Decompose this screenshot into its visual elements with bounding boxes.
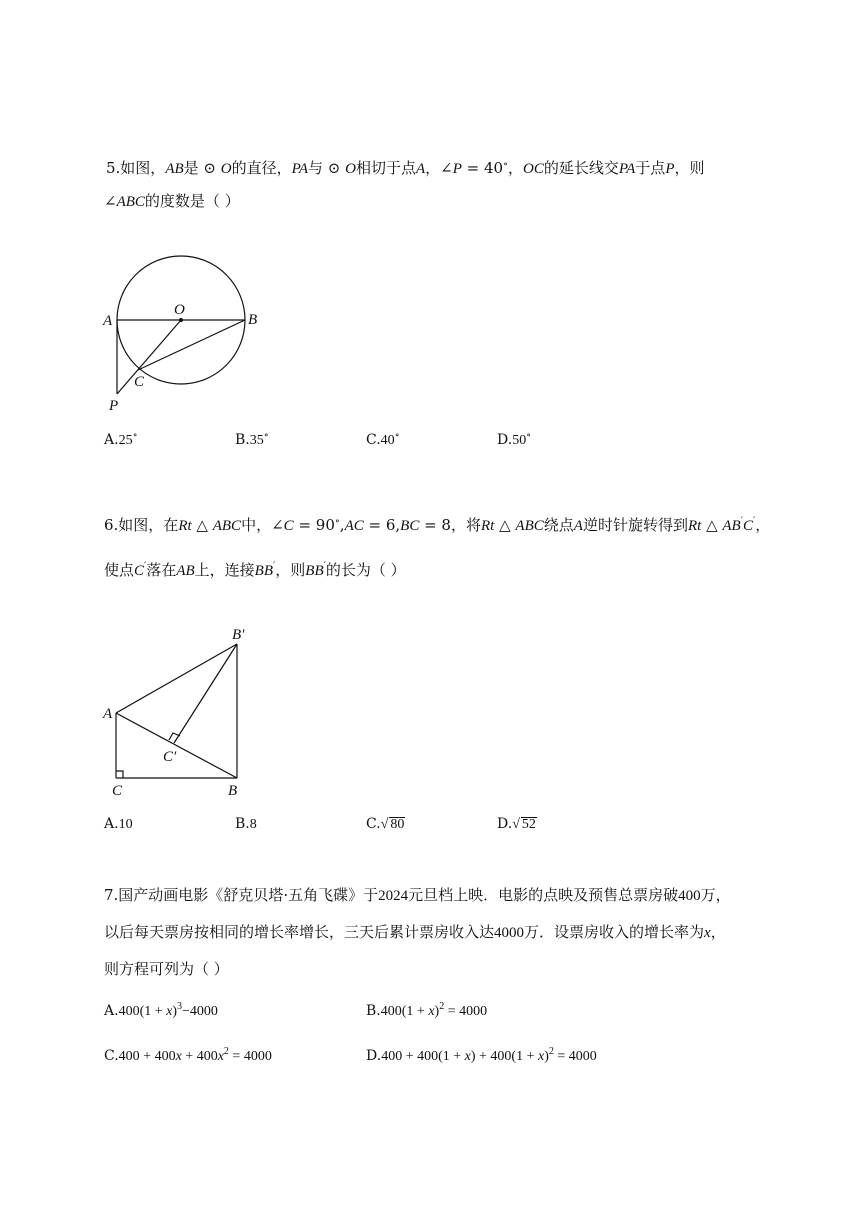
q5-label-c: C — [134, 374, 145, 390]
q7-option-c[interactable]: $C.400 + 400x + 400x^2 = 4000$ — [104, 1046, 272, 1064]
q6-option-b[interactable]: B.8 — [235, 816, 257, 832]
q6-stem-line2: 使点C′落在AB上，连接BB′，则BB′的长为（ ） — [104, 561, 406, 579]
q5-stem-line2: ∠ABC的度数是（ ） — [104, 192, 240, 210]
q5-option-a[interactable]: A.25∘ — [104, 430, 138, 448]
q6-option-a[interactable]: A.10 — [104, 816, 133, 832]
q6-side-ab-prime — [116, 644, 237, 713]
q5-stem-line1: 5.如图，AB是 ⊙ O的直径，PA与 ⊙ O相切于点A，∠P = 40∘，OC的延长线交PA于点P，则 — [106, 159, 705, 177]
q6-label-c-prime: C′ — [163, 749, 177, 765]
q6-label-a: A — [103, 706, 113, 722]
q5-label-b: B — [248, 312, 258, 328]
q6-option-c[interactable]: C.√ 80 — [366, 816, 405, 832]
q5-center-dot — [179, 318, 183, 322]
q5-option-d[interactable]: D.50∘ — [497, 430, 532, 448]
q5-figure — [96, 246, 276, 418]
q6-side-b-prime-c-prime — [174, 644, 237, 743]
q6-figure — [96, 622, 266, 802]
q6-stem-line1: 6.如图，在Rt △ ABC中，∠C = 90∘,AC = 6,BC = 8，将Rt △ ABC绕点A逆时针旋转得到Rt △ AB′C′， — [104, 516, 771, 534]
q6-label-b: B — [228, 783, 238, 799]
q5-label-a: A — [103, 313, 113, 329]
q7-option-d[interactable]: $D.400 + 400(1 + x) + 400(1 + x)^2 = 4000$ — [366, 1046, 597, 1064]
q6-right-angle-c — [116, 771, 123, 778]
q6-label-c: C — [112, 783, 123, 799]
q7-stem-line1: 7.国产动画电影《舒克贝塔·五角飞碟》于2024元旦档上映．电影的点映及预售总票房破400万， — [104, 886, 731, 904]
q5-option-b[interactable]: B.35∘ — [235, 430, 269, 448]
q6-option-d[interactable]: D.√ 52 — [497, 816, 536, 832]
q5-label-p: P — [109, 398, 119, 414]
q7-stem-line3: 则方程可列为（ ） — [104, 960, 229, 978]
q7-option-b[interactable]: $B.400(1 + x)^2 = 4000$ — [366, 1001, 488, 1019]
q5-label-o: O — [174, 302, 185, 318]
q5-option-c[interactable]: C.40∘ — [366, 430, 400, 448]
q6-label-b-prime: B′ — [232, 627, 245, 643]
q7-stem-line2: 以后每天票房按相同的增长率增长，三天后累计票房收入达4000万．设票房收入的增长率为x， — [104, 923, 726, 941]
q6-side-ab — [116, 713, 237, 778]
q7-option-a[interactable]: $A.400(1 + x)^3-4000$ — [104, 1001, 218, 1019]
